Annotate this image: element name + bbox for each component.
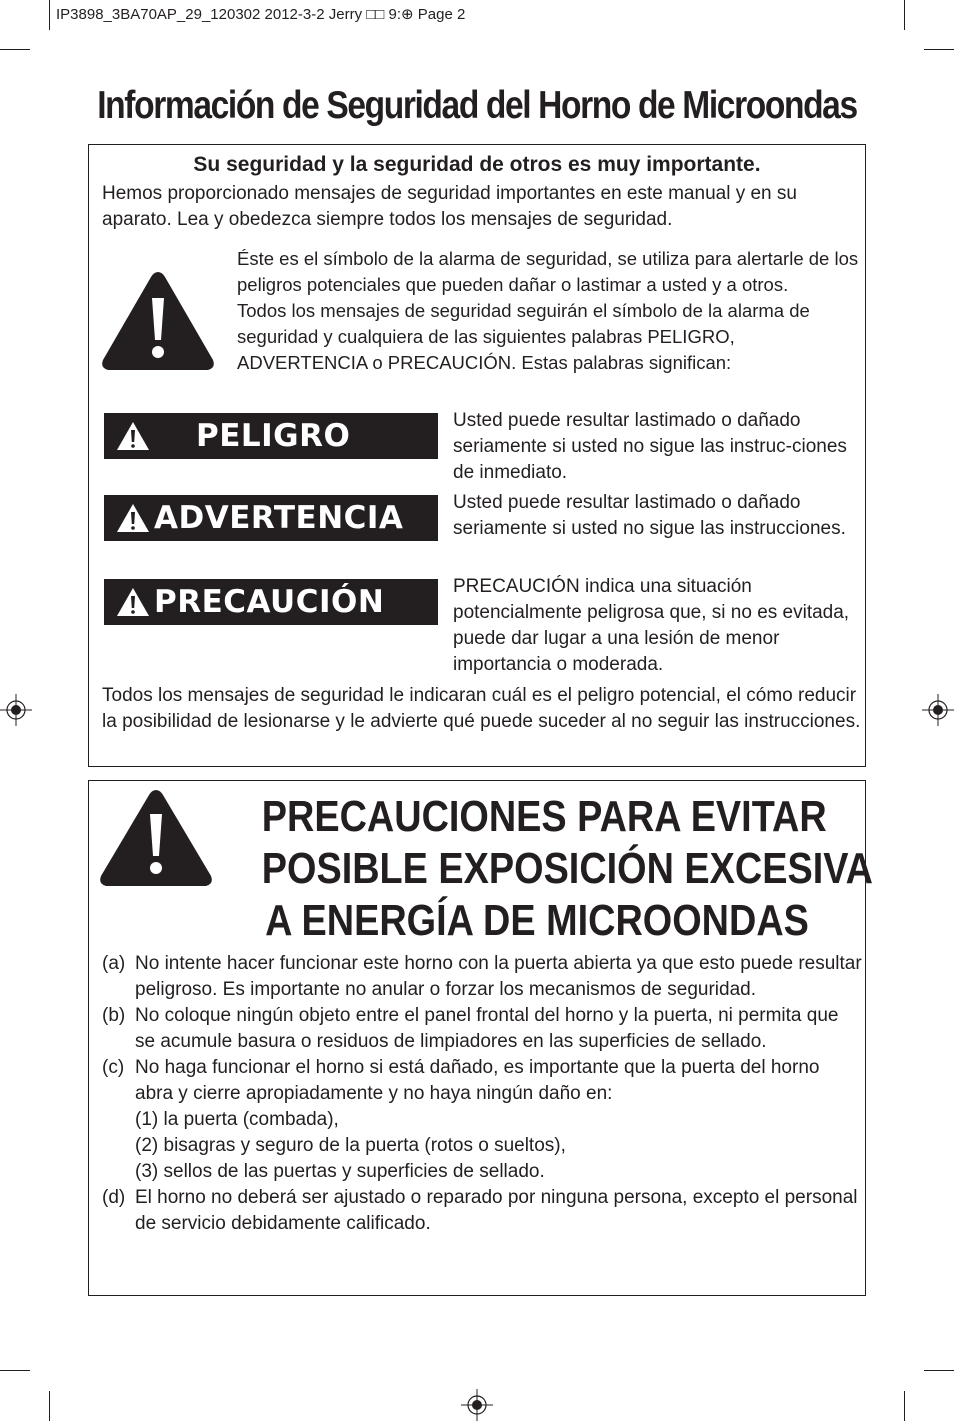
warning-triangle-icon [116,587,150,617]
warning-triangle-icon [97,787,215,889]
signal-word-label: PELIGRO [196,418,351,454]
registration-mark-icon [922,694,954,726]
list-item [102,951,862,1003]
list-item [102,1055,862,1107]
crop-mark [49,1391,50,1421]
signal-desc-advertencia: Usted puede resultar lastimado o dañado seriamente si usted no sigue las instrucciones. [453,492,846,539]
item-letter: (b) [102,1005,126,1026]
signal-word-precaucion [104,579,438,625]
signal-desc-precaucion: PRECAUCIÓN indica una situación potencialmente peligrosa que, si no es evitada, puede dar lugar a una lesión de menor importancia o moderada. [453,576,850,675]
crop-mark [924,49,954,50]
signal-word-label: ADVERTENCIA [154,500,404,536]
crop-mark [0,49,30,50]
sub-item: (2) bisagras y seguro de la puerta (rotos o sueltos), [135,1135,566,1156]
alarm-text-2: Todos los mensajes de seguridad seguirán el símbolo de la alarma de seguridad y cualquiera de las siguientes palabras PELIGRO, ADVERTENCIA o PRECAUCIÓN. Estas palabras significan: [237,300,810,373]
alarm-text-1: Éste es el símbolo de la alarma de seguridad, se utiliza para alertarle de los peligros potenciales que pueden dañar o lastimar a usted y a otros. [237,248,859,295]
precautions-box [88,780,873,1296]
item-letter: (d) [102,1187,126,1208]
page-title: Información de Seguridad del Horno de Microondas [97,84,857,127]
warning-triangle-icon [116,421,150,451]
crop-mark [904,1391,905,1421]
alarm-explanation [237,246,859,376]
signal-word-label: PRECAUCIÓN [154,584,385,620]
safety-heading: Su seguridad y la seguridad de otros es muy importante. [193,153,761,176]
warning-triangle-icon [99,268,217,374]
sub-item: (1) la puerta (combada), [135,1109,339,1130]
precautions-list [102,951,862,1237]
list-item [102,1003,862,1055]
warning-triangle-icon [116,503,150,533]
item-text: No intente hacer funcionar este horno con la puerta abierta ya que esto puede resultar peligroso. Es importante no anular o forzar los mecanismos de seguridad. [135,953,862,1000]
item-text: El horno no deberá ser ajustado o reparado por ninguna persona, excepto el personal de servicio debidamente calificado. [135,1187,858,1234]
crop-mark [49,0,50,30]
item-text: No haga funcionar el horno si está dañado, es importante que la puerta del horno abra y cierre apropiadamente y no haya ningún daño en: [135,1057,820,1104]
signal-desc-peligro: Usted puede resultar lastimado o dañado seriamente si usted no sigue las instruc-ciones de inmediato. [453,410,847,483]
precautions-title-line: PRECAUCIONES PARA EVITAR [261,792,827,841]
safety-info-box [88,144,866,767]
sub-item: (3) sellos de las puertas y superficies de sellado. [135,1161,545,1182]
registration-mark-icon [461,1389,493,1421]
registration-mark-icon [0,694,32,726]
signal-word-peligro [104,413,438,459]
precautions-title [261,791,873,947]
safety-footer: Todos los mensajes de seguridad le indicaran cuál es el peligro potencial, el cómo reducir la posibilidad de lesionarse y le advierte qué puede suceder al no seguir las instrucciones. [102,685,861,732]
crop-mark [904,0,905,30]
precautions-title-line: POSIBLE EXPOSICIÓN EXCESIVA [261,844,873,893]
precautions-title-line: A ENERGÍA DE MICROONDAS [265,896,809,945]
item-text: No coloque ningún objeto entre el panel frontal del horno y la puerta, ni permita que se acumule basura o residuos de limpiadores en las superficies de sellado. [135,1005,839,1052]
safety-intro: Hemos proporcionado mensajes de seguridad importantes en este manual y en su aparato. Lea y obedezca siempre todos los mensajes de seguridad. [102,183,797,230]
print-slug-line: IP3898_3BA70AP_29_120302 2012-3-2 Jerry □□ 9:⊕ Page 2 [56,6,466,23]
crop-mark [0,1370,30,1371]
item-letter: (c) [102,1057,125,1078]
list-item [102,1185,862,1237]
signal-word-advertencia [104,495,438,541]
crop-mark [924,1370,954,1371]
item-letter: (a) [102,953,126,974]
